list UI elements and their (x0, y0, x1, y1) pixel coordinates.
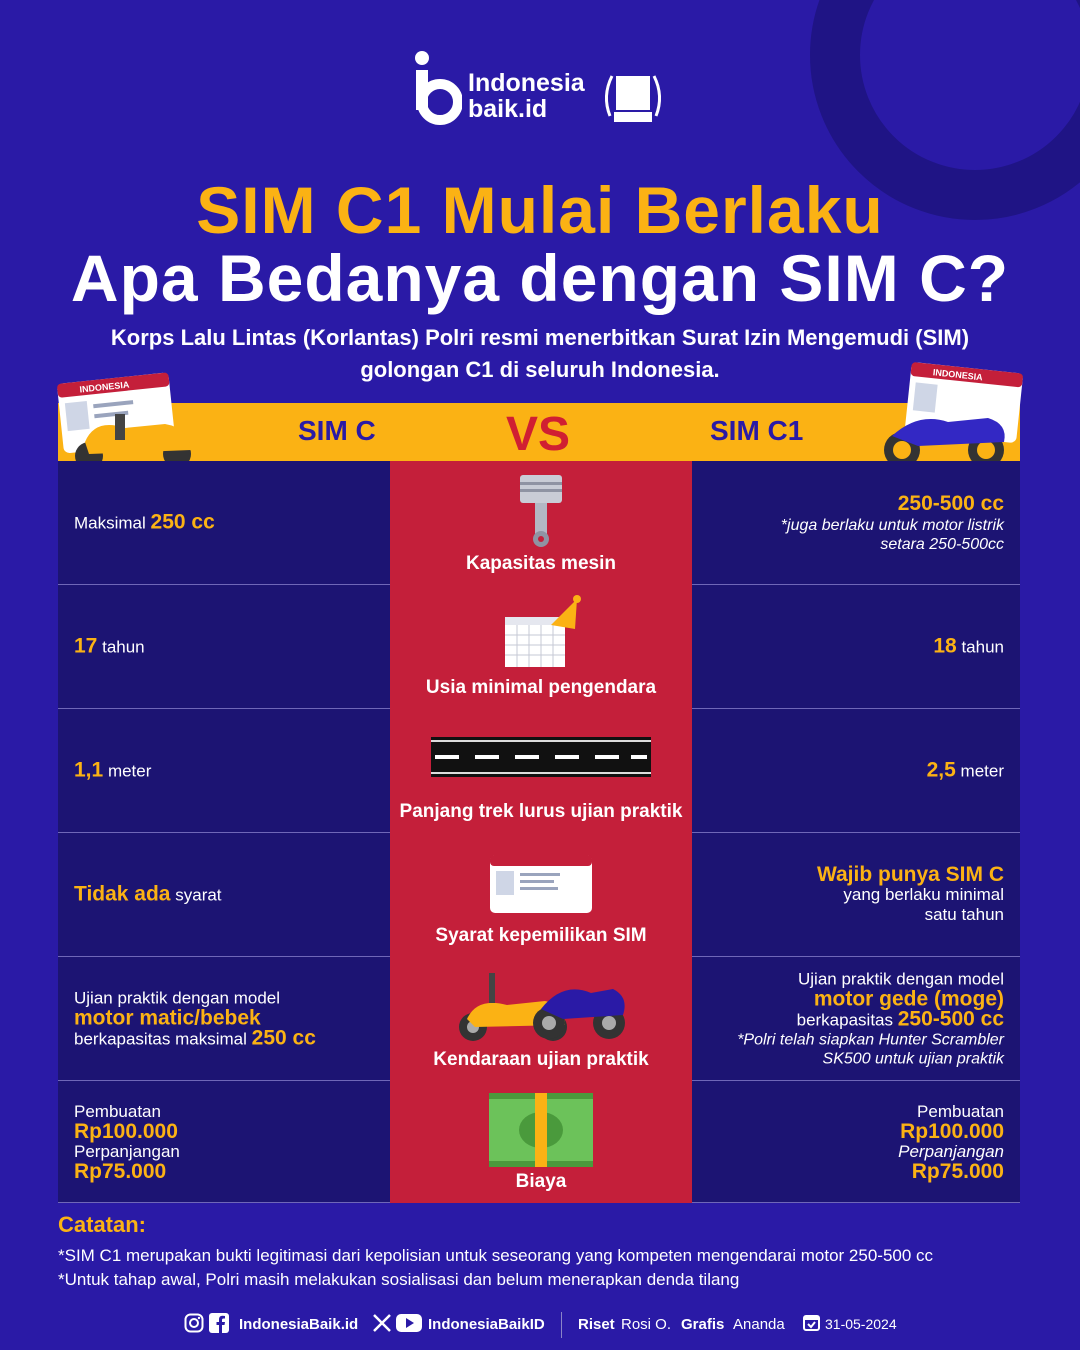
left-card-title: INDONESIA (78, 379, 130, 395)
motorbike-license-illustration-icon (878, 362, 1026, 474)
sim-c-vehicle-line3-prefix: berkapasitas maksimal (74, 1029, 247, 1048)
sim-c-cost-value2: Rp75.000 (74, 1159, 167, 1183)
sim-c-track-value: 1,1 (74, 758, 104, 781)
comparison-table (58, 461, 1020, 1203)
header-vs: VS (506, 408, 571, 461)
sim-c-vehicle-value: motor matic/bebek (74, 1006, 261, 1029)
x-twitter-icon[interactable] (372, 1313, 392, 1333)
motorbikes-icon (453, 963, 629, 1043)
requirement-criteria-cell (390, 833, 692, 957)
sim-c1-vehicle-line1: Ujian praktik dengan model (797, 969, 1004, 988)
table-row-track (58, 709, 1020, 833)
table-row-engine (58, 461, 1020, 585)
cost-criteria-cell (390, 1081, 692, 1203)
footer-grafis-label: Grafis (681, 1316, 725, 1333)
calendar-icon (803, 1313, 820, 1331)
sim-c1-vehicle-value: motor gede (moge) (813, 987, 1004, 1010)
sim-c-requirement-value: Tidak ada (74, 882, 171, 905)
header-sim-c: SIM C (298, 415, 376, 446)
footer-riset-name: Rosi O. (621, 1316, 672, 1333)
sim-c1-track-value: 2,5 (926, 758, 956, 781)
scooter-license-illustration-icon (55, 362, 200, 474)
sim-c-age-suffix: tahun (102, 637, 145, 656)
sim-c-cost-cell (58, 1081, 390, 1203)
cost-criteria-label: Biaya (515, 1171, 567, 1192)
intro-text (80, 322, 1000, 386)
table-row-requirement (58, 833, 1020, 957)
intro-line2: golongan C1 di seluruh Indonesia. (360, 357, 720, 382)
sim-c1-requirement-line2: yang berlaku minimal (843, 884, 1004, 904)
comparison-header (58, 403, 1020, 461)
calendar-party-icon (499, 595, 583, 671)
intro-line1: Korps Lalu Lintas (Korlantas) Polri resmi menerbitkan Surat Izin Mengemudi (SIM) (110, 325, 970, 350)
sim-c1-requirement-cell (692, 833, 1020, 957)
sim-c1-engine-note2: setara 250-500cc (880, 535, 1004, 553)
footer (0, 1311, 1080, 1341)
sim-c-vehicle-line3-value: 250 cc (251, 1026, 316, 1049)
sim-c-track-suffix: meter (107, 761, 152, 780)
engine-criteria-cell (390, 461, 692, 585)
header-sim-c1: SIM C1 (710, 415, 804, 446)
brand-logo (414, 50, 674, 135)
brand-name-line1: Indonesia (468, 69, 585, 97)
footer-riset-label: Riset (578, 1316, 615, 1333)
sim-c-cost-label2: Perpanjangan (74, 1141, 180, 1161)
road-icon (431, 737, 651, 777)
sim-c1-vehicle-note1: *Polri telah siapkan Hunter Scrambler (737, 1031, 1004, 1048)
sim-c1-vehicle-cell (692, 957, 1020, 1081)
sim-c1-age-value: 18 (933, 634, 957, 657)
vehicle-criteria-label: Kendaraan ujian praktik (433, 1049, 649, 1070)
engine-criteria-label: Kapasitas mesin (466, 553, 616, 574)
footer-grafis-name: Ananda (733, 1316, 785, 1333)
sim-c1-track-suffix: meter (960, 761, 1004, 780)
sim-c-track-cell (58, 709, 390, 833)
age-criteria-label: Usia minimal pengendara (425, 677, 657, 698)
footer-handle-facebook[interactable]: IndonesiaBaik.id (239, 1316, 359, 1333)
sim-c-vehicle-line1: Ujian praktik dengan model (74, 988, 281, 1007)
sim-c-engine-prefix: Maksimal (74, 513, 146, 532)
sim-c-age-cell (58, 585, 390, 709)
note-item: *SIM C1 merupakan bukti legitimasi dari kepolisian untuk seseorang yang kompeten mengendarai motor 250-500 cc (58, 1246, 934, 1265)
sim-c-requirement-suffix: syarat (175, 885, 222, 904)
sim-c1-vehicle-line3-prefix: berkapasitas (796, 1010, 893, 1029)
note-item: *Untuk tahap awal, Polri masih melakukan sosialisasi dan belum menerapkan denda tilang (58, 1270, 740, 1289)
requirement-criteria-label: Syarat kepemilikan SIM (435, 925, 647, 946)
sim-c1-track-cell (692, 709, 1020, 833)
track-criteria-label: Panjang trek lurus ujian praktik (399, 801, 683, 822)
sim-c1-vehicle-line3-value: 250-500 cc (897, 1007, 1004, 1030)
page-title: SIM C1 Mulai Berlaku (196, 173, 884, 247)
sim-c1-age-suffix: tahun (961, 637, 1004, 656)
sim-c1-cost-label1: Pembuatan (917, 1101, 1004, 1121)
right-card-title: INDONESIA (932, 367, 984, 383)
sim-c1-cost-value1: Rp100.000 (900, 1119, 1004, 1143)
money-icon (489, 1093, 593, 1167)
wsis-award-icon (600, 66, 666, 132)
footer-divider (561, 1312, 562, 1338)
sim-c1-cost-value2: Rp75.000 (911, 1159, 1004, 1183)
notes-title: Catatan: (58, 1212, 147, 1237)
license-card-icon (490, 855, 592, 913)
footer-date: 31-05-2024 (825, 1316, 897, 1332)
piston-icon (516, 473, 566, 549)
brand-name (468, 70, 585, 122)
sim-c-engine-value: 250 cc (150, 510, 215, 533)
sim-c1-engine-value: 250-500 cc (897, 491, 1004, 515)
sim-c-age-value: 17 (74, 634, 98, 657)
table-row-cost (58, 1081, 1020, 1203)
sim-c1-engine-cell (692, 461, 1020, 585)
facebook-icon[interactable] (209, 1313, 229, 1333)
sim-c1-requirement-value: Wajib punya SIM C (816, 862, 1004, 886)
sim-c-engine-cell (58, 461, 390, 585)
sim-c1-cost-label2: Perpanjangan (898, 1141, 1004, 1161)
indonesiabaik-logo-icon (414, 50, 462, 125)
sim-c-cost-value1: Rp100.000 (74, 1119, 178, 1143)
page-subtitle-question: Apa Bedanya dengan SIM C? (70, 241, 1010, 315)
sim-c1-cost-cell (692, 1081, 1020, 1203)
footer-handle-youtube[interactable]: IndonesiaBaikID (428, 1316, 545, 1333)
table-row-test-vehicle (58, 957, 1020, 1081)
sim-c1-age-cell (692, 585, 1020, 709)
vehicle-criteria-cell (390, 957, 692, 1081)
brand-name-line2: baik.id (468, 95, 548, 123)
youtube-icon[interactable] (396, 1313, 422, 1333)
sim-c1-engine-note1: *juga berlaku untuk motor listrik (780, 516, 1004, 534)
sim-c-vehicle-cell (58, 957, 390, 1081)
sim-c-cost-label1: Pembuatan (74, 1101, 161, 1121)
sim-c1-requirement-line3: satu tahun (924, 904, 1004, 924)
sim-c-requirement-cell (58, 833, 390, 957)
track-criteria-cell (390, 709, 692, 833)
age-criteria-cell (390, 585, 692, 709)
sim-c1-vehicle-note2: SK500 untuk ujian praktik (822, 1050, 1004, 1067)
instagram-icon[interactable] (184, 1313, 204, 1333)
table-row-age (58, 585, 1020, 709)
